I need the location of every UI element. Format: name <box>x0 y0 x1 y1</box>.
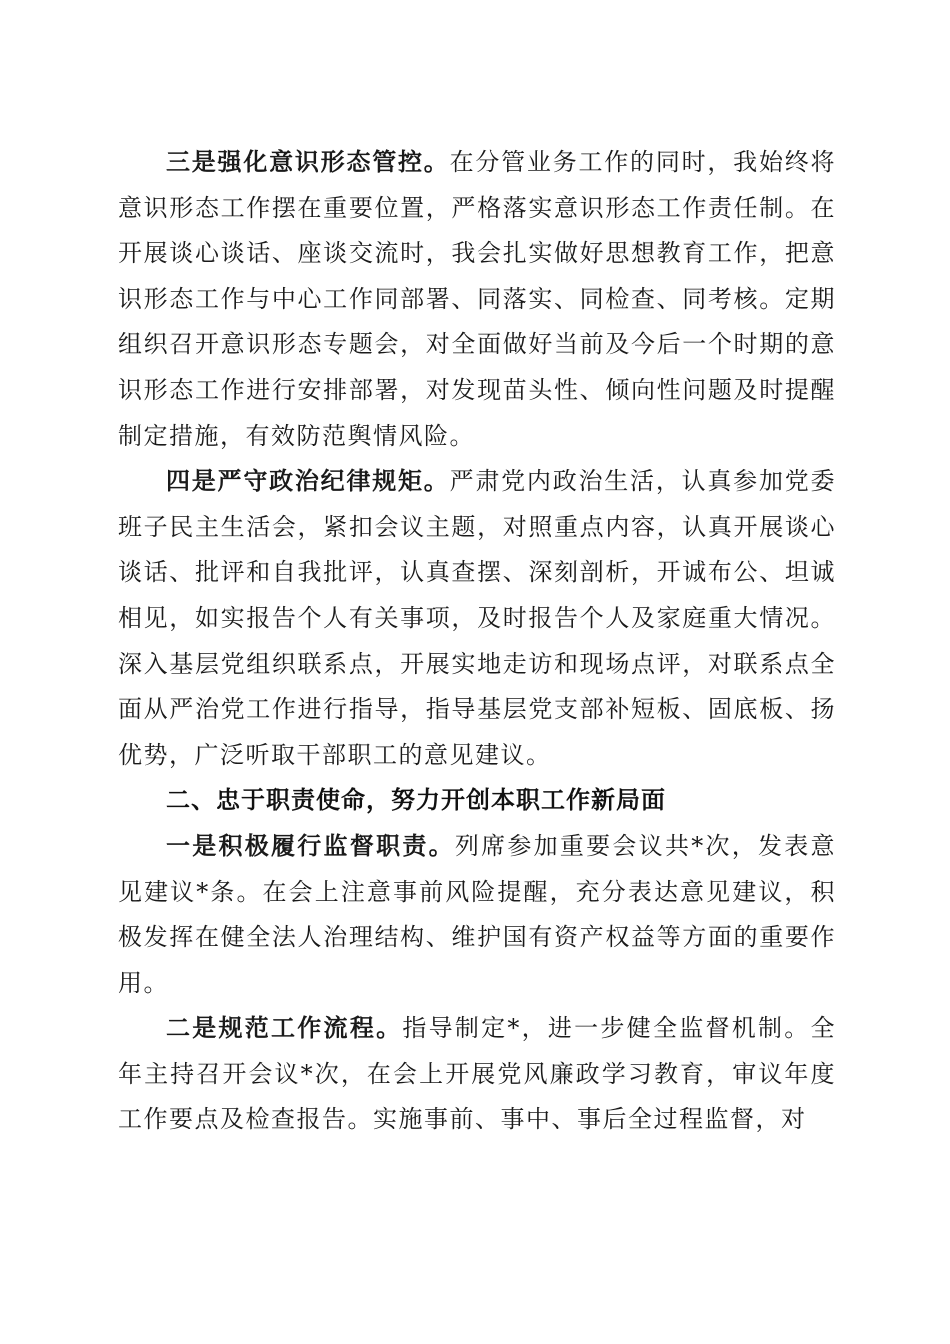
paragraph-supervision-duty <box>118 824 836 1006</box>
paragraph-ideology-control <box>118 140 836 459</box>
paragraph-lead: 二是规范工作流程。 <box>166 1014 403 1043</box>
paragraph-work-process <box>118 1006 836 1143</box>
paragraph-text: 指导制定*，进一步健全监督机制。全年主持召开会议*次，在会上开展党风廉政学习教育，审议年度工作要点及检查报告。实施事前、事中、事后全过程监督，对 <box>118 1014 837 1134</box>
paragraph-lead: 四是严守政治纪律规矩。 <box>166 467 450 496</box>
document-body <box>118 140 836 1143</box>
paragraph-text: 列席参加重要会议共*次，发表意见建议*条。在会上注意事前风险提醒，充分表达意见建议，积极发挥在健全法人治理结构、维护国有资产权益等方面的重要作用。 <box>118 831 836 997</box>
paragraph-political-discipline <box>118 459 836 778</box>
paragraph-lead: 一是积极履行监督职责。 <box>166 831 455 860</box>
section-heading: 二、忠于职责使命，努力开创本职工作新局面 <box>166 786 666 815</box>
paragraph-text: 严肃党内政治生活，认真参加党委班子民主生活会，紧扣会议主题，对照重点内容，认真开展谈心谈话、批评和自我批评，认真查摆、深刻剖析，开诚布公、坦诚相见，如实报告个人有关事项，及时报告个人及家庭重大情况。深入基层党组织联系点，开展实地走访和现场点评，对联系点全面从严治党工作进行指导，指导基层党支部补短板、固底板、扬优势，广泛听取干部职工的意见建议。 <box>118 467 837 769</box>
paragraph-text: 在分管业务工作的同时，我始终将意识形态工作摆在重要位置，严格落实意识形态工作责任制。在开展谈心谈话、座谈交流时，我会扎实做好思想教育工作，把意识形态工作与中心工作同部署、同落实、同检查、同考核。定期组织召开意识形态专题会，对全面做好当前及今后一个时期的意识形态工作进行安排部署，对发现苗头性、倾向性问题及时提醒制定措施，有效防范舆情风险。 <box>118 148 837 450</box>
paragraph-lead: 三是强化意识形态管控。 <box>166 148 450 176</box>
